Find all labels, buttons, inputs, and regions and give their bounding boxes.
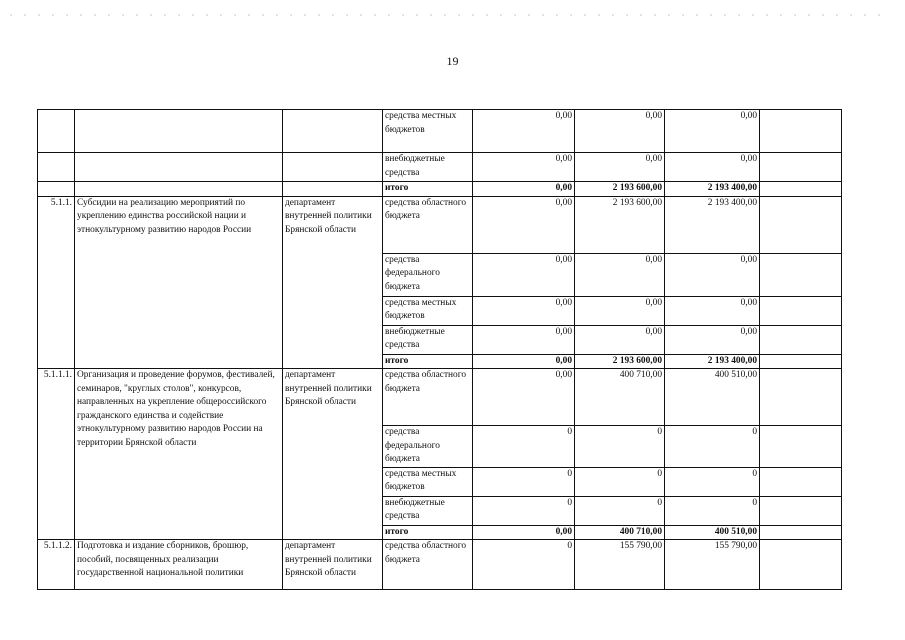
name-cell	[75, 182, 283, 197]
executor-cell: департамент внутренней политики Брянской области	[283, 540, 383, 590]
value-cell: 0	[575, 496, 665, 525]
executor-cell: департамент внутренней политики Брянской области	[283, 369, 383, 540]
empty-cell	[760, 467, 842, 496]
source-cell: внебюджетные средства	[383, 153, 473, 182]
name-cell	[75, 110, 283, 153]
empty-cell	[760, 496, 842, 525]
value-cell: 0	[665, 426, 760, 468]
value-cell: 0,00	[575, 253, 665, 296]
value-cell: 155 790,00	[575, 540, 665, 590]
value-cell: 0,00	[473, 253, 575, 296]
value-cell: 0,00	[473, 325, 575, 354]
table-row	[38, 182, 842, 197]
code-cell	[38, 182, 75, 197]
value-cell: 0,00	[473, 153, 575, 182]
empty-cell	[760, 153, 842, 182]
name-cell: Организация и проведение форумов, фестивалей, семинаров, "круглых столов", конкурсов, направленных на укрепление общероссийского гражданского единства и содействие этнокультурному развитию народов России на территории Брянской области	[75, 369, 283, 540]
value-cell: 0,00	[473, 196, 575, 253]
value-cell: 400 710,00	[575, 369, 665, 426]
value-cell: 0	[665, 467, 760, 496]
table-row	[38, 153, 842, 182]
empty-cell	[760, 525, 842, 540]
value-cell: 0,00	[473, 110, 575, 153]
value-cell: 0	[473, 540, 575, 590]
value-cell: 0,00	[473, 369, 575, 426]
code-cell	[38, 153, 75, 182]
code-cell	[38, 110, 75, 153]
value-cell: 0,00	[665, 296, 760, 325]
source-cell: средства местных бюджетов	[383, 110, 473, 153]
value-cell: 0	[473, 426, 575, 468]
value-cell: 0,00	[665, 153, 760, 182]
value-cell: 0,00	[473, 296, 575, 325]
empty-cell	[760, 182, 842, 197]
value-cell: 0,00	[575, 153, 665, 182]
value-cell: 0,00	[473, 525, 575, 540]
source-cell: средства областного бюджета	[383, 369, 473, 426]
empty-cell	[760, 110, 842, 153]
value-cell: 0,00	[473, 182, 575, 197]
source-cell: итого	[383, 354, 473, 369]
source-cell: средства федерального бюджета	[383, 426, 473, 468]
executor-cell	[283, 153, 383, 182]
empty-cell	[760, 253, 842, 296]
value-cell: 2 193 600,00	[575, 354, 665, 369]
source-cell: средства областного бюджета	[383, 540, 473, 590]
value-cell: 0,00	[575, 325, 665, 354]
source-cell: внебюджетные средства	[383, 496, 473, 525]
table-row	[38, 196, 842, 253]
value-cell: 155 790,00	[665, 540, 760, 590]
empty-cell	[760, 354, 842, 369]
executor-cell	[283, 110, 383, 153]
value-cell: 0,00	[665, 325, 760, 354]
code-cell: 5.1.1.2.	[38, 540, 75, 590]
value-cell: 0	[665, 496, 760, 525]
source-cell: средства областного бюджета	[383, 196, 473, 253]
scan-noise-strip	[10, 14, 890, 20]
executor-cell	[283, 182, 383, 197]
name-cell	[75, 153, 283, 182]
table-row	[38, 110, 842, 153]
name-cell: Подготовка и издание сборников, брошюр, пособий, посвященных реализации государственной национальной политики	[75, 540, 283, 590]
value-cell: 2 193 400,00	[665, 196, 760, 253]
value-cell: 2 193 600,00	[575, 182, 665, 197]
value-cell: 400 710,00	[575, 525, 665, 540]
source-cell: средства федерального бюджета	[383, 253, 473, 296]
value-cell: 0	[473, 496, 575, 525]
value-cell: 0,00	[665, 110, 760, 153]
value-cell: 0,00	[665, 253, 760, 296]
value-cell: 0,00	[575, 296, 665, 325]
source-cell: средства местных бюджетов	[383, 467, 473, 496]
source-cell: средства местных бюджетов	[383, 296, 473, 325]
empty-cell	[760, 426, 842, 468]
value-cell: 400 510,00	[665, 369, 760, 426]
empty-cell	[760, 296, 842, 325]
empty-cell	[760, 325, 842, 354]
empty-cell	[760, 196, 842, 253]
value-cell: 0,00	[473, 354, 575, 369]
value-cell: 0	[575, 426, 665, 468]
table-row	[38, 369, 842, 426]
page-number: 19	[446, 54, 459, 68]
table-row	[38, 540, 842, 590]
value-cell: 2 193 600,00	[575, 196, 665, 253]
code-cell: 5.1.1.1.	[38, 369, 75, 540]
code-cell: 5.1.1.	[38, 196, 75, 369]
executor-cell: департамент внутренней политики Брянской области	[283, 196, 383, 369]
source-cell: итого	[383, 182, 473, 197]
source-cell: итого	[383, 525, 473, 540]
value-cell: 400 510,00	[665, 525, 760, 540]
empty-cell	[760, 540, 842, 590]
budget-table-body	[38, 110, 842, 590]
value-cell: 2 193 400,00	[665, 354, 760, 369]
value-cell: 0	[575, 467, 665, 496]
budget-table	[37, 109, 842, 590]
value-cell: 0,00	[575, 110, 665, 153]
name-cell: Субсидии на реализацию мероприятий по укреплению единства российской нации и этнокультурному развитию народов России	[75, 196, 283, 369]
value-cell: 2 193 400,00	[665, 182, 760, 197]
value-cell: 0	[473, 467, 575, 496]
source-cell: внебюджетные средства	[383, 325, 473, 354]
empty-cell	[760, 369, 842, 426]
